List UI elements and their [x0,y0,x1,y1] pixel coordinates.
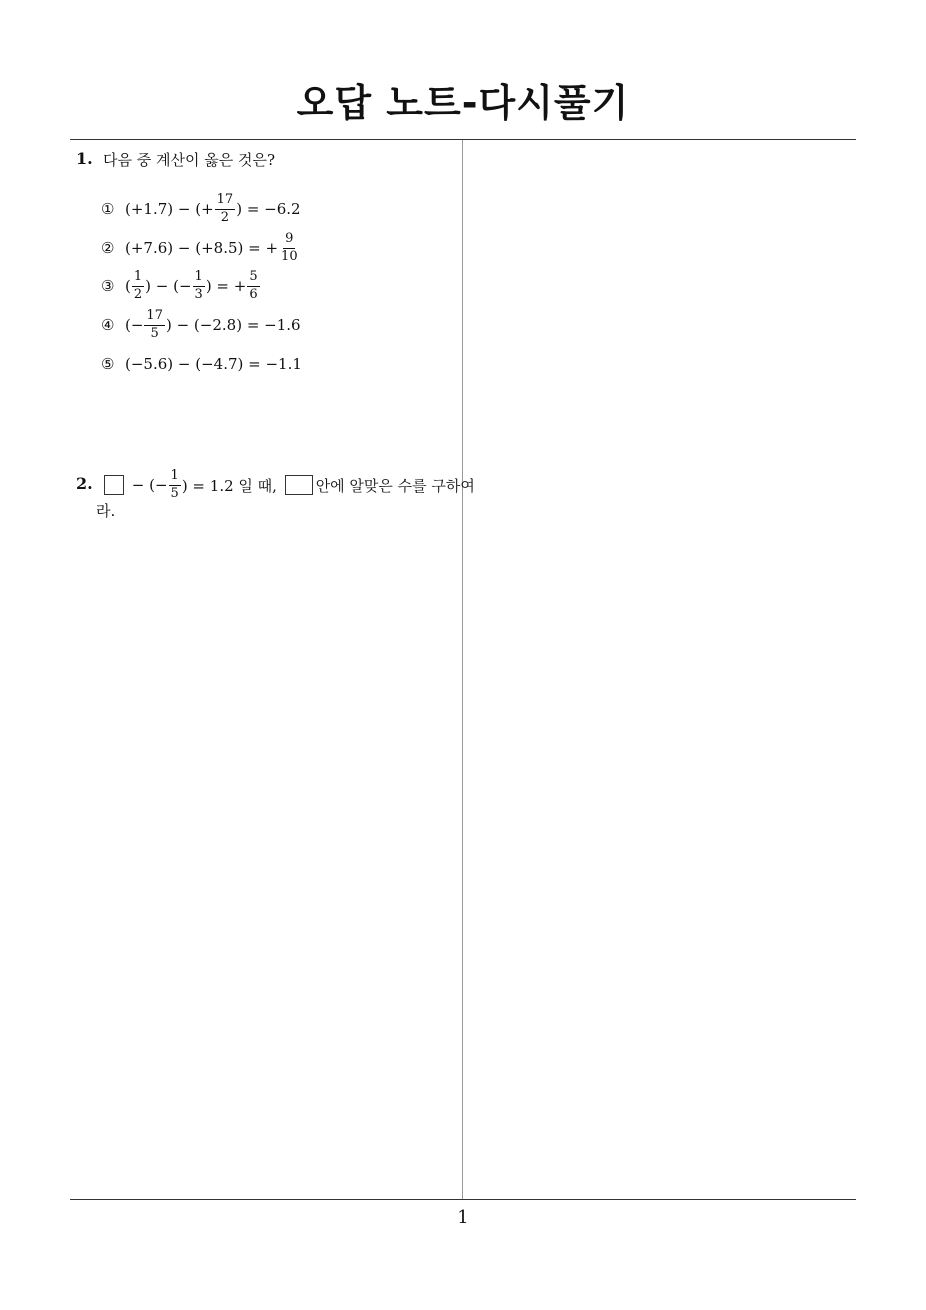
question-text-continuation: 라. [96,502,116,520]
fraction [215,193,236,225]
numerator: 1 [169,469,181,485]
numerator: 1 [132,270,144,286]
question-text: 다음 중 계산이 옳은 것은? [103,151,276,169]
denominator: 5 [170,485,179,501]
numerator: 1 [193,270,205,286]
choice-3[interactable] [101,266,261,306]
fraction [132,270,144,302]
denominator: 2 [220,209,230,225]
expr-part: ) = 1.2 일 때, [181,476,282,495]
fraction [247,270,259,302]
numerator: 5 [247,270,259,286]
denominator: 10 [281,248,298,264]
choice-2[interactable] [101,228,301,268]
top-rule [70,139,856,140]
answer-box [285,475,313,495]
fraction [193,270,205,302]
numerator: 17 [215,193,236,209]
fraction [169,469,181,501]
expr-part: ) − (− [145,277,192,295]
expr-part: 안에 알맞은 수를 구하여 [315,476,475,495]
expr-part: (+7.6) − (+8.5) = + [125,239,279,257]
expr-part: (− [125,316,144,334]
page-number: 1 [457,1207,469,1228]
expr-part: ( [125,277,131,295]
expr-part: ) = + [205,277,247,295]
page-title: 오답 노트-다시풀기 [296,81,630,125]
denominator: 6 [249,286,258,302]
expression: (−5.6) − (−4.7) = −1.1 [125,355,302,373]
question-text [101,466,475,504]
expr-part: ) − (−2.8) = −1.6 [165,316,301,334]
choice-marker: ④ [101,316,115,334]
choice-1[interactable] [101,189,301,229]
expression [125,270,261,302]
question-number: 1. [76,149,93,168]
expr-part: − (− [127,476,168,494]
choice-5[interactable] [101,344,302,384]
expression [125,309,301,341]
choice-marker: ⑤ [101,355,115,373]
bottom-rule [70,1199,856,1200]
denominator: 5 [150,325,159,341]
expr-part: (+1.7) − (+ [125,200,214,218]
expr-part: ) = −6.2 [236,200,301,218]
fraction [279,232,300,264]
denominator: 3 [194,286,203,302]
numerator: 17 [144,309,165,325]
column-divider [462,140,463,1200]
expression [125,193,301,225]
fraction [144,309,165,341]
answer-box [104,475,124,495]
choice-marker: ② [101,239,115,257]
choice-4[interactable] [101,305,301,345]
expression [125,232,301,264]
denominator: 2 [133,286,143,302]
choice-marker: ③ [101,277,115,295]
question-number: 2. [76,474,93,493]
choice-marker: ① [101,200,115,218]
numerator: 9 [283,232,295,248]
